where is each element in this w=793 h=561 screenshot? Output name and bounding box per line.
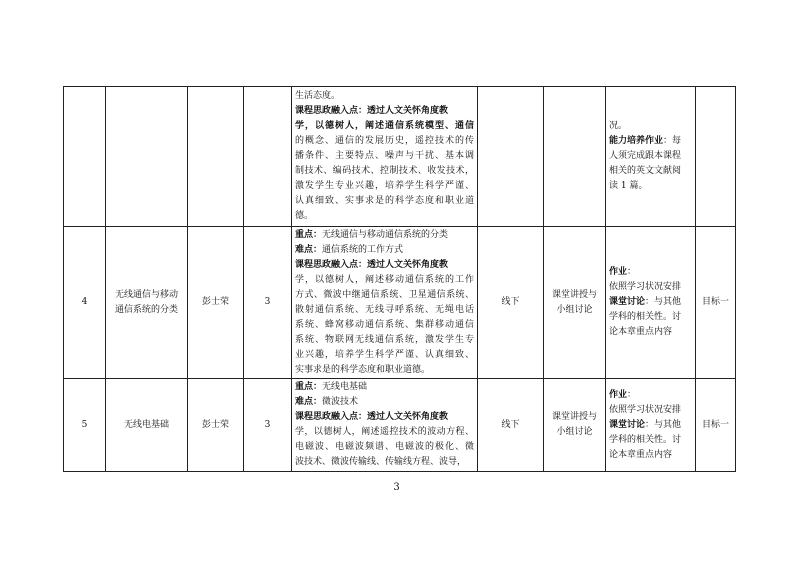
homework-text: 读 1 篇。 xyxy=(609,181,648,191)
content-line xyxy=(295,89,474,104)
row-number-cell xyxy=(64,87,106,227)
content-line xyxy=(295,348,474,363)
method-line: 小组讨论 xyxy=(556,304,593,315)
homework-line xyxy=(609,280,692,295)
homework-text: 依照学习状况安排 xyxy=(609,404,682,415)
content-line xyxy=(295,440,474,455)
content-cell xyxy=(292,87,478,227)
teaching-mode-cell: 线下 xyxy=(478,227,544,379)
homework-line xyxy=(609,403,692,418)
content-text: 的概念、通信的发展历史，遥控技术的传 xyxy=(295,136,474,146)
content-label: 课程思政融入点： xyxy=(295,412,368,422)
homework-text: 论本章重点内容 xyxy=(609,449,673,460)
content-line xyxy=(295,179,474,194)
content-text: 系统、蜂窝移动通信系统、集群移动通信 xyxy=(295,319,474,330)
homework-line xyxy=(609,388,692,403)
homework-label: 作业 xyxy=(609,267,628,277)
content-label: 难点： xyxy=(295,244,323,255)
content-cell xyxy=(292,227,478,379)
content-line xyxy=(295,455,474,470)
content-line xyxy=(295,258,474,273)
homework-text: ： xyxy=(627,389,637,400)
content-text: 方式、微波中继通信系统、卫星通信系统、 xyxy=(295,289,474,300)
content-text: 制技术、编码技术、控制技术、收发技术， xyxy=(295,166,474,176)
homework-text: ：与其他 xyxy=(645,297,682,307)
homework-text: 相关的英文文献阅 xyxy=(609,166,682,176)
topic-line: 无线电基础 xyxy=(123,419,169,430)
content-line xyxy=(295,149,474,164)
topic-cell xyxy=(106,87,188,227)
hours-cell: 3 xyxy=(244,227,292,379)
homework-label: 课堂讨论 xyxy=(609,297,646,307)
content-text: 学，以德树人，阐述移动通信系统的工作 xyxy=(295,274,474,285)
content-text: 认真细致、实事求是的科学态度和职业道 xyxy=(295,196,474,206)
homework-line xyxy=(609,149,692,164)
method-line: 课堂讲授与 xyxy=(551,289,597,300)
content-line xyxy=(295,228,474,243)
goal-cell: 目标一 xyxy=(696,227,736,379)
content-line xyxy=(295,410,474,425)
homework-line xyxy=(609,119,692,134)
homework-text: ： xyxy=(627,267,637,277)
row-number-cell: 5 xyxy=(64,379,106,472)
syllabus-table xyxy=(63,86,736,472)
content-label: 重点： xyxy=(295,229,323,240)
homework-text: ：每 xyxy=(663,136,682,146)
teacher-cell xyxy=(188,87,244,227)
content-text: 无线电基础 xyxy=(322,382,368,392)
teaching-method-cell xyxy=(544,87,606,227)
teaching-mode-cell xyxy=(478,87,544,227)
homework-line xyxy=(609,433,692,448)
homework-line xyxy=(609,418,692,433)
hours-cell: 3 xyxy=(244,379,292,472)
content-text: 系统、物联网无线通信系统，激发学生专 xyxy=(295,334,474,345)
hours-cell xyxy=(244,87,292,227)
content-line xyxy=(295,288,474,303)
homework-cell xyxy=(606,87,696,227)
teaching-method-cell xyxy=(544,379,606,472)
goal-cell xyxy=(696,87,736,227)
method-line: 课堂讲授与 xyxy=(551,412,597,422)
content-text: 德。 xyxy=(295,211,314,221)
content-text: 通信系统的工作方式 xyxy=(322,244,404,255)
content-label: 重点： xyxy=(295,382,323,392)
teaching-mode-cell: 线下 xyxy=(478,379,544,472)
content-line xyxy=(295,134,474,149)
content-text: 透过人文关怀角度教 xyxy=(367,412,449,422)
page-number: 3 xyxy=(393,482,400,493)
topic-line: 通信系统的分类 xyxy=(114,304,178,315)
homework-text: 况。 xyxy=(609,121,628,131)
homework-text: 依照学习状况安排 xyxy=(609,282,682,292)
content-line xyxy=(295,425,474,440)
method-line: 小组讨论 xyxy=(556,427,593,437)
content-line xyxy=(295,164,474,179)
content-line xyxy=(295,363,474,378)
table-row xyxy=(64,227,736,379)
content-line xyxy=(295,333,474,348)
homework-text: ：与其他 xyxy=(645,419,682,430)
homework-line xyxy=(609,310,692,325)
homework-text: 学科的相关性。讨 xyxy=(609,312,682,322)
content-line xyxy=(295,273,474,288)
homework-line xyxy=(609,448,692,463)
homework-line xyxy=(609,295,692,310)
content-text: 激发学生专业兴趣，培养学生科学严谨、 xyxy=(295,181,474,191)
content-line xyxy=(295,243,474,258)
content-text: 无线通信与移动通信系统的分类 xyxy=(322,229,449,240)
table-row xyxy=(64,379,736,472)
content-cell xyxy=(292,379,478,472)
content-text: 波技术、微波传输线、传输线方程、波导， xyxy=(295,457,467,467)
content-text: 透过人文关怀角度教 xyxy=(367,106,449,116)
homework-line xyxy=(609,164,692,179)
content-line xyxy=(295,209,474,224)
content-label: 课程思政融入点： xyxy=(295,259,368,270)
homework-cell xyxy=(606,227,696,379)
row-number-cell: 4 xyxy=(64,227,106,379)
teacher-cell: 彭士荣 xyxy=(188,227,244,379)
content-text: 播条件、主要特点、噪声与干扰、基本调 xyxy=(295,151,474,161)
content-line xyxy=(295,303,474,318)
content-line xyxy=(295,194,474,209)
goal-cell: 目标一 xyxy=(696,379,736,472)
content-text: 学，以德树人，阐述遥控技术的波动方程、 xyxy=(295,427,474,437)
content-text: 电磁波、电磁波频谱、电磁波的极化、微 xyxy=(295,442,474,452)
content-line xyxy=(295,119,474,134)
homework-label: 课堂讨论 xyxy=(609,419,646,430)
content-text: 实事求是的科学态度和职业道德。 xyxy=(295,364,431,375)
content-line xyxy=(295,318,474,333)
content-text: 散射通信系统、无线寻呼系统、无绳电话 xyxy=(295,304,474,315)
content-text: 业兴趣，培养学生科学严谨、认真细致、 xyxy=(295,349,474,360)
homework-text: 学科的相关性。讨 xyxy=(609,434,682,445)
content-text: 微波技术 xyxy=(322,397,359,407)
content-label: 难点： xyxy=(295,397,323,407)
topic-line: 无线通信与移动 xyxy=(114,289,178,300)
syllabus-table-body xyxy=(64,87,736,472)
content-text: 学，以德树人，阐述通信系统模型、通信 xyxy=(295,121,474,131)
homework-text: 论本章重点内容 xyxy=(609,327,673,337)
homework-label: 作业 xyxy=(609,389,628,400)
homework-cell xyxy=(606,379,696,472)
homework-label: 能力培养作业 xyxy=(609,136,664,146)
homework-line xyxy=(609,265,692,280)
content-text: 生活态度。 xyxy=(295,91,341,101)
table-row xyxy=(64,87,736,227)
homework-line xyxy=(609,179,692,194)
homework-text: 人须完成跟本课程 xyxy=(609,151,682,161)
topic-cell xyxy=(106,227,188,379)
content-line xyxy=(295,380,474,395)
content-line xyxy=(295,395,474,410)
teacher-cell: 彭士荣 xyxy=(188,379,244,472)
content-line xyxy=(295,104,474,119)
topic-cell xyxy=(106,379,188,472)
content-text: 透过人文关怀角度教 xyxy=(367,259,449,270)
teaching-method-cell xyxy=(544,227,606,379)
homework-line xyxy=(609,325,692,340)
content-label: 课程思政融入点： xyxy=(295,106,368,116)
homework-line xyxy=(609,134,692,149)
